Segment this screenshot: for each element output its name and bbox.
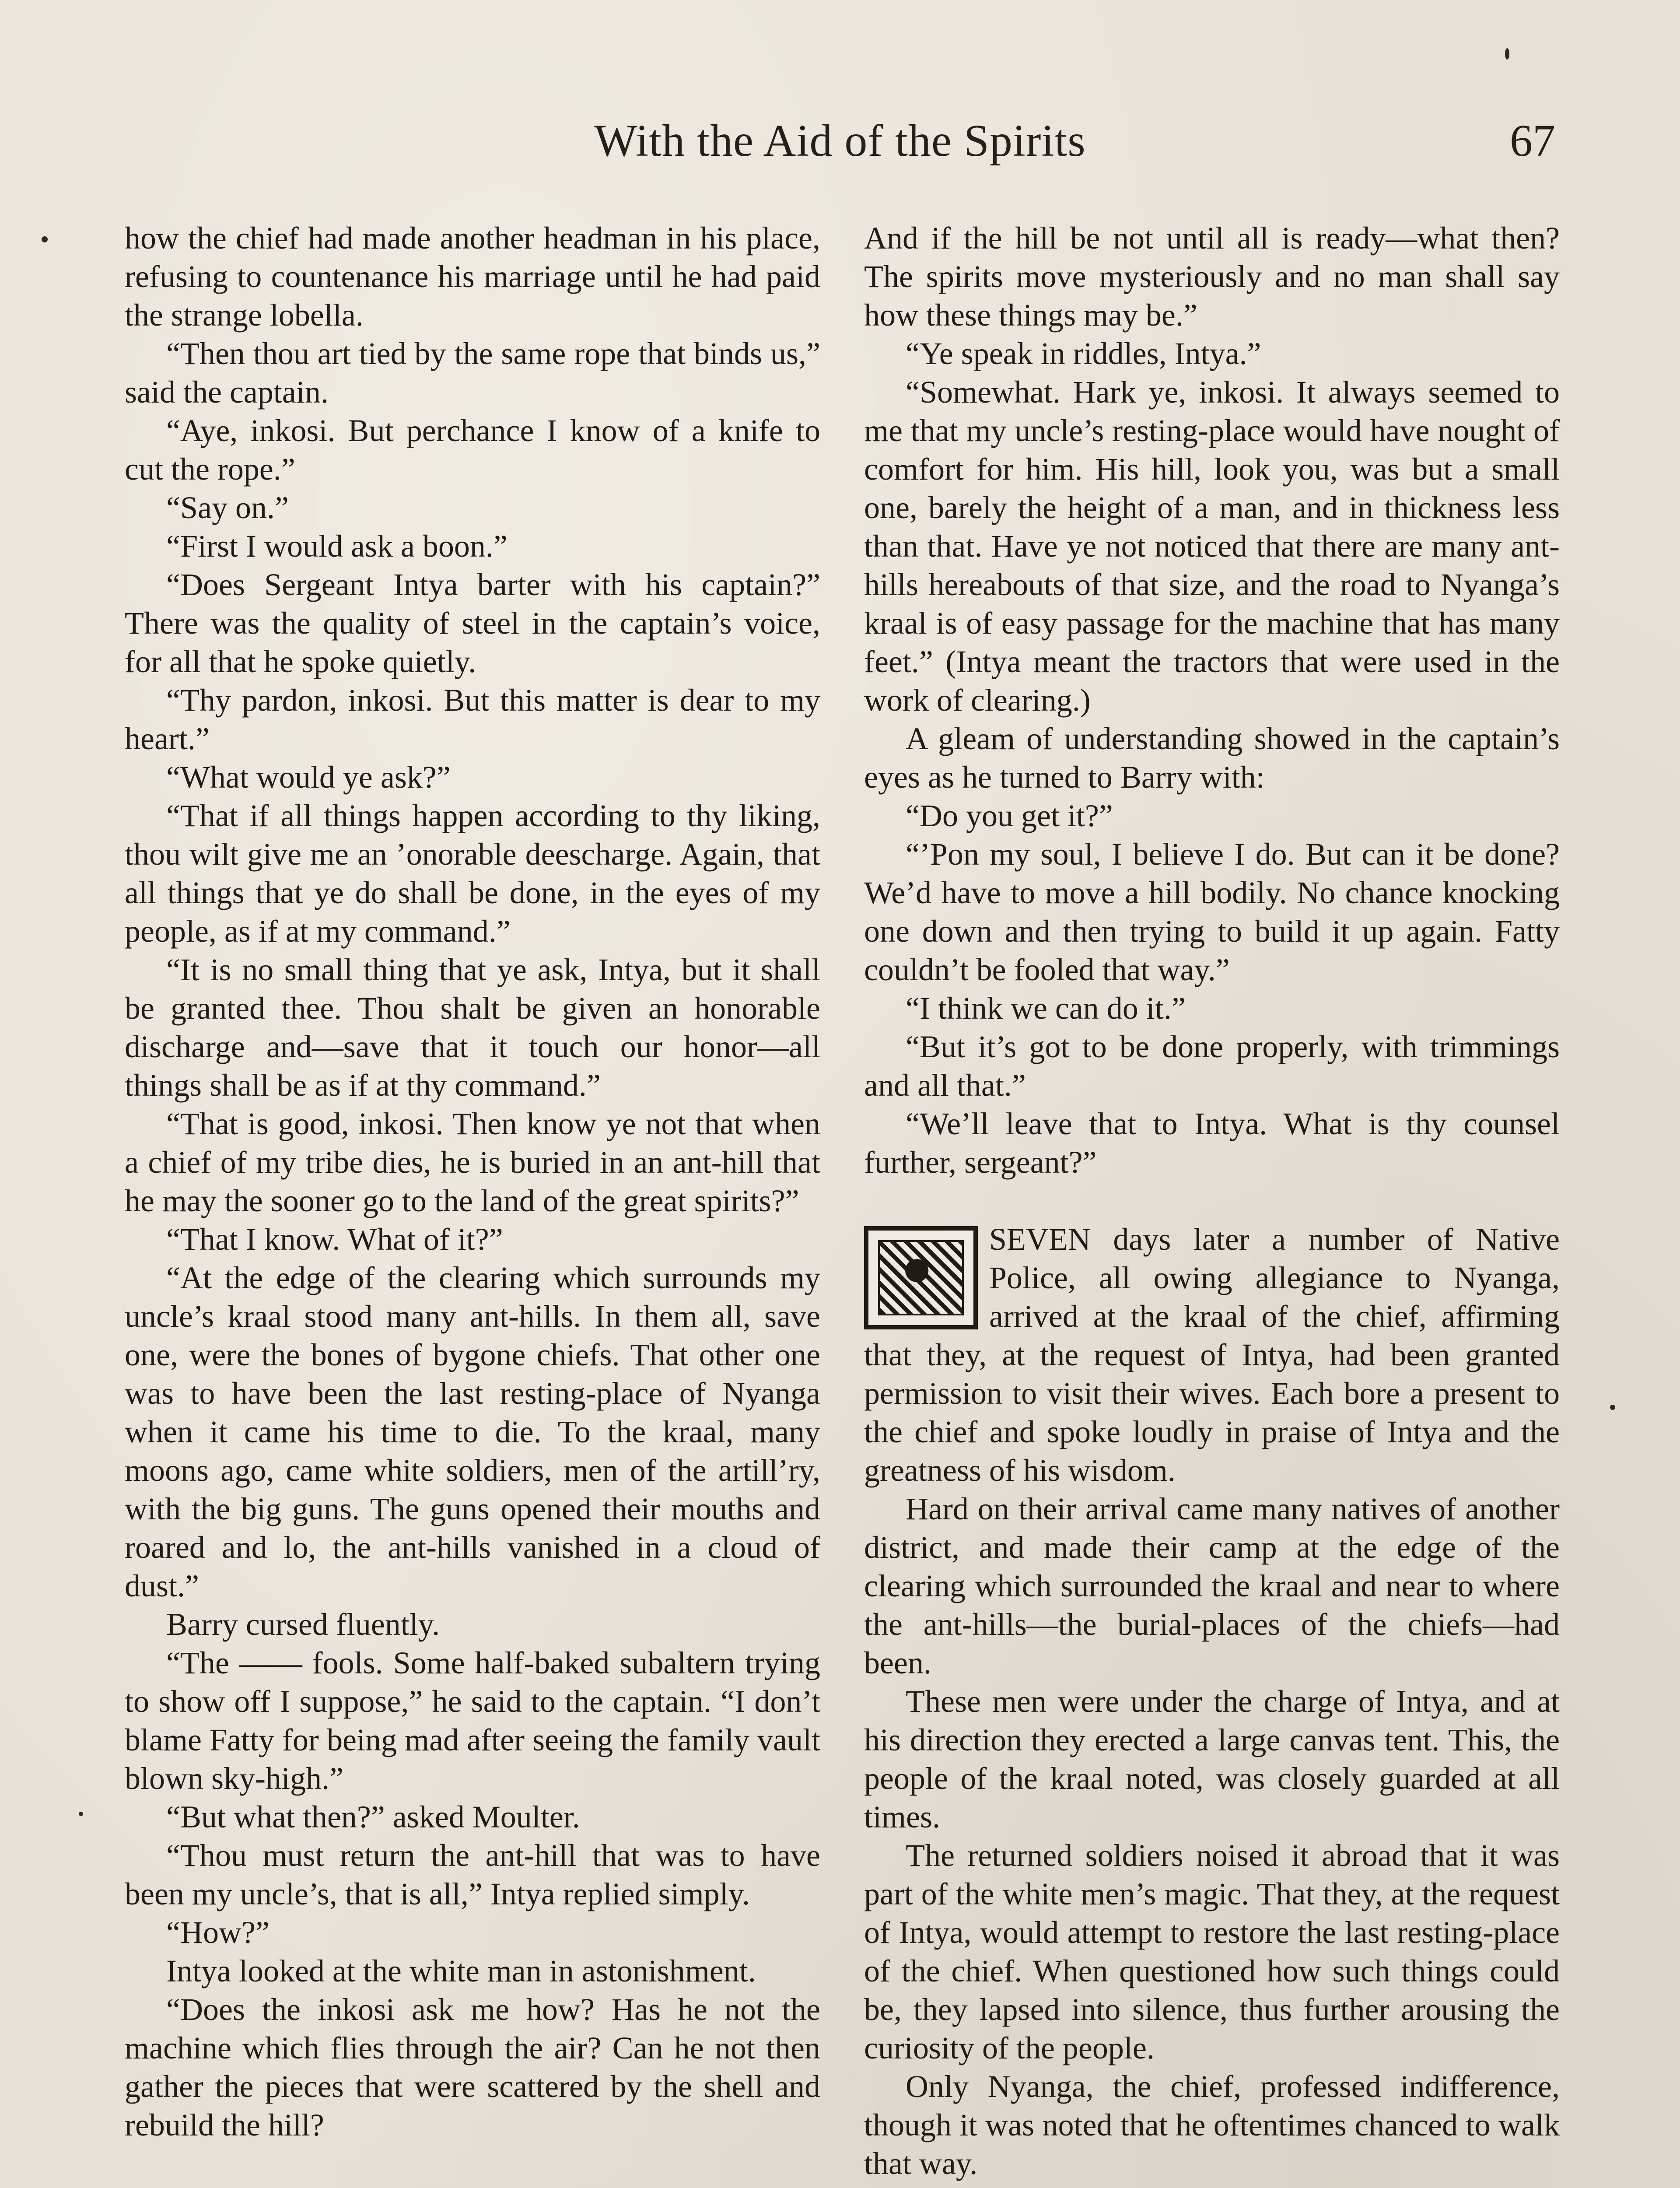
paragraph: “Ye speak in riddles, Intya.” <box>906 336 1261 371</box>
paragraph: And if the hill be not until all is ready—what then? The spirits move mysteriously and no man shall say how these things may be.” <box>864 221 1560 333</box>
paragraph: Hard on their arrival came many natives of another district, and made their camp at the edge of the clearing which surrounded the kraal and near to where the ant-hills—the burial-places of the chiefs—had been. <box>864 1491 1560 1680</box>
paragraph: “But it’s got to be done properly, with trimmings and all that.” <box>864 1029 1560 1103</box>
paragraph: “We’ll leave that to Intya. What is thy counsel further, sergeant?” <box>864 1106 1560 1180</box>
left-column <box>125 219 820 2144</box>
paragraph: “What would ye ask?” <box>166 760 451 795</box>
paragraph: “Do you get it?” <box>906 798 1113 833</box>
page-number: 67 <box>1510 116 1555 166</box>
dropcap-ornament <box>878 1240 964 1315</box>
section-break <box>864 1182 1560 1220</box>
paragraph: “How?” <box>166 1915 270 1950</box>
paragraph: “That is good, inkosi. Then know ye not that when a chief of my tribe dies, he is buried in an ant-hill that he may the sooner go to the land of the great spirits?” <box>125 1106 820 1218</box>
paragraph: The returned soldiers noised it abroad that it was part of the white men’s magic. That they, at the request of Intya, would attempt to restore the last resting-place of the chief. When questioned how such things could be, they lapsed into silence, thus further arousing the curiosity of the people. <box>864 1838 1560 2065</box>
paragraph: “That I know. What of it?” <box>166 1222 503 1257</box>
paragraph: Barry cursed fluently. <box>166 1607 440 1642</box>
paragraph: “The —— fools. Some half-baked subaltern trying to show off I suppose,” he said to the captain. “I don’t blame Fatty for being mad after seeing the family vault blown sky-high.” <box>125 1645 820 1796</box>
paragraph: “Thou must return the ant-hill that was to have been my uncle’s, that is all,” Intya replied simply. <box>125 1838 820 1911</box>
page-title: With the Aid of the Spirits <box>594 116 1086 166</box>
paper-speck <box>42 236 48 242</box>
paragraph: “Does Sergeant Intya barter with his captain?” There was the quality of steel in the captain’s voice, for all that he spoke quietly. <box>125 567 820 679</box>
paper-speck <box>1610 1405 1615 1410</box>
paragraph: how the chief had made another headman in his place, refusing to countenance his marriage until he had paid the strange lobella. <box>125 221 820 333</box>
right-column <box>864 219 1560 2183</box>
paragraph: “But what then?” asked Moulter. <box>166 1799 580 1834</box>
paragraph: “Thy pardon, inkosi. But this matter is dear to my heart.” <box>125 683 820 756</box>
paragraph-text: SEVEN days later a number of Native Police, all owing allegiance to Nyanga, arrived at the kraal of the chief, affirming that they, at the request of Intya, had been granted permission to visit their wives. Each bore a present to the chief and spoke loudly in praise of Intya and the greatness of his wisdom. <box>864 1222 1560 1488</box>
paragraph: “That if all things happen according to thy liking, thou wilt give me an ’onorable deescharge. Again, that all things that ye do shall be done, in the eyes of my people, as if at my command.” <box>125 798 820 949</box>
paragraph: A gleam of understanding showed in the captain’s eyes as he turned to Barry with: <box>864 721 1560 795</box>
paragraph: “At the edge of the clearing which surrounds my uncle’s kraal stood many ant-hills. In them all, save one, were the bones of bygone chiefs. That other one was to have been the last resting-place of Nyanga when it came his time to die. To the kraal, many moons ago, came white soldiers, men of the artill’ry, with the big guns. The guns opened their mouths and roared and lo, the ant-hills vanished in a cloud of dust.” <box>125 1260 820 1603</box>
paragraph: “’Pon my soul, I believe I do. But can it be done? We’d have to move a hill bodily. No chance knocking one down and then trying to build it up again. Fatty couldn’t be fooled that way.” <box>864 837 1560 987</box>
ornamental-dropcap-icon <box>864 1226 978 1329</box>
running-head <box>0 115 1680 167</box>
paragraph: These men were under the charge of Intya, and at his direction they erected a large canvas tent. This, the people of the kraal noted, was closely guarded at all times. <box>864 1684 1560 1834</box>
paragraph: “Somewhat. Hark ye, inkosi. It always seemed to me that my uncle’s resting-place would have nought of comfort for him. His hill, look you, was but a small one, barely the height of a man, and in thickness less than that. Have ye not noticed that there are many ant-hills hereabouts of that size, and the road to Nyanga’s kraal is of easy passage for the machine that has many feet.” (Intya meant the tractors that were used in the work of clearing.) <box>864 375 1560 718</box>
paragraph: “Say on.” <box>166 490 289 525</box>
paragraph: “I think we can do it.” <box>906 991 1186 1026</box>
paper-speck <box>1505 48 1509 60</box>
section-opening-paragraph <box>864 1220 1560 1490</box>
paragraph: “Does the inkosi ask me how? Has he not the machine which flies through the air? Can he not then gather the pieces that were scattered by the shell and rebuild the hill? <box>125 1992 820 2142</box>
paragraph: “Then thou art tied by the same rope that binds us,” said the captain. <box>125 336 820 410</box>
paragraph: Only Nyanga, the chief, professed indifference, though it was noted that he oftentimes chanced to walk that way. <box>864 2069 1560 2181</box>
paragraph: “First I would ask a boon.” <box>166 529 508 564</box>
paper-speck <box>79 1812 83 1816</box>
paragraph: “It is no small thing that ye ask, Intya, but it shall be granted thee. Thou shalt be given an honorable discharge and—save that it touch our honor—all things shall be as if at thy command.” <box>125 952 820 1103</box>
paragraph: Intya looked at the white man in astonishment. <box>166 1953 756 1988</box>
paragraph: “Aye, inkosi. But perchance I know of a knife to cut the rope.” <box>125 413 820 487</box>
